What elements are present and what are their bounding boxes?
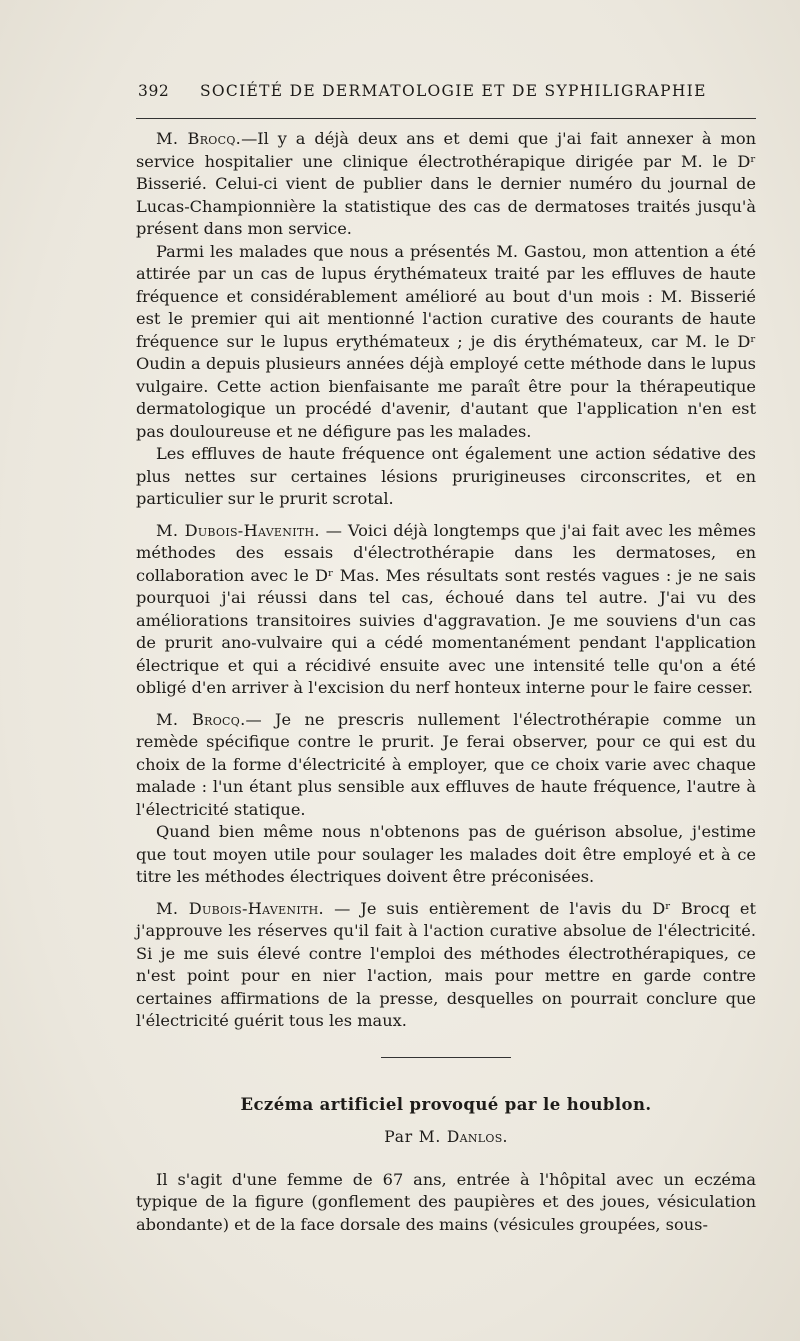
paragraph-text: — Je suis entièrement de l'avis du Dʳ Brocq et j'approuve les réserves qu'il fait à l'action curative absolue de l'électricité. Si je me suis élevé contre l'emploi des méthodes électrothérapiques, ce n'est point pour en nier l'action, mais pour mettre en garde contre certaines affirmations de la presse, desquelles on pourrait conclure que l'électricité guérit tous les maux. — [136, 898, 756, 1030]
header-rule — [136, 118, 756, 119]
paragraph-1 — [136, 128, 756, 241]
body-text — [136, 128, 756, 1236]
section-divider — [381, 1057, 511, 1058]
paragraph-text: — Voici déjà longtemps que j'ai fait avec les mêmes méthodes des essais d'électrothérapie dans les dermatoses, en collaboration avec le Dʳ Mas. Mes résultats sont restés vagues : je ne sais pourquoi j'ai réussi dans tel cas, échoué dans tel autre. J'ai vu des améliorations transitoires suivies d'aggravation. Je me souviens d'un cas de prurit ano-vulvaire qui a cédé momentanément pendant l'application électrique et qui a récidivé ensuite avec une intensité telle qu'on a été obligé d'en arriver à l'excision du nerf honteux interne pour le faire cesser. — [136, 520, 756, 697]
paragraph-4 — [136, 520, 756, 700]
article-paragraph-1: Il s'agit d'une femme de 67 ans, entrée à l'hôpital avec un eczéma typique de la figure (gonflement des paupières et des joues, vésiculation abondante) et de la face dorsale des mains (vésicules groupées, sous- — [136, 1169, 756, 1234]
speaker-name: M. Brocq. — [156, 709, 246, 729]
paragraph-5 — [136, 709, 756, 822]
running-title: SOCIÉTÉ DE DERMATOLOGIE ET DE SYPHILIGRAPHIE — [200, 82, 707, 100]
speaker-name: M. Dubois-Havenith. — [156, 898, 324, 918]
paragraph-7 — [136, 898, 756, 1033]
byline-prefix: Par M. — [384, 1128, 447, 1146]
article-title: Eczéma artificiel provoqué par le houblon. — [240, 1094, 652, 1114]
speaker-name: M. Brocq. — [156, 129, 242, 148]
paragraph-3: Les effluves de haute fréquence ont également une action sédative des plus nettes sur certaines lésions prurigineuses circonscrites, et en particulier sur le prurit scrotal. — [136, 444, 756, 508]
article-byline — [136, 1126, 756, 1149]
paragraph-6: Quand bien même nous n'obtenons pas de guérison absolue, j'estime que tout moyen utile pour soulager les malades doit être employé et à ce titre les méthodes électriques doivent être préconisées. — [136, 822, 756, 886]
page-header — [136, 82, 756, 106]
paragraph-2: Parmi les malades que nous a présentés M. Gastou, mon attention a été attirée par un cas de lupus érythémateux traité par les effluves de haute fréquence et considérablement amélioré au bout d'un mois : M. Bisserié est le premier qui ait mentionné l'action curative des courants de haute fréquence sur le lupus erythémateux ; je dis érythémateux, car M. le Dʳ Oudin a depuis plusieurs années déjà employé cette méthode dans le lupus vulgaire. Cette action bienfaisante me paraît être pour la thérapeutique dermatologique un procédé d'avenir, d'autant que l'application n'en est pas douloureuse et ne défigure pas les malades. — [136, 241, 756, 441]
paragraph-text: — Je ne prescris nullement l'électrothérapie comme un remède spécifique contre le prurit. Je ferai observer, pour ce qui est du choix de la forme d'électricité à employer, que ce choix varie avec chaque malade : l'un étant plus sensible aux effluves de haute fréquence, l'autre à l'électricité statique. — [136, 709, 756, 819]
page-number: 392 — [138, 82, 170, 100]
paragraph-text: —Il y a déjà deux ans et demi que j'ai fait annexer à mon service hospitalier une clinique électrothérapique dirigée par M. le Dʳ Bisserié. Celui-ci vient de publier dans le dernier numéro du journal de Lucas-Championnière la statistique des cas de dermatoses traités jusqu'à présent dans mon service. — [136, 129, 756, 238]
speaker-name: M. Dubois-Havenith. — [156, 520, 320, 540]
author-name: Danlos. — [446, 1128, 508, 1146]
